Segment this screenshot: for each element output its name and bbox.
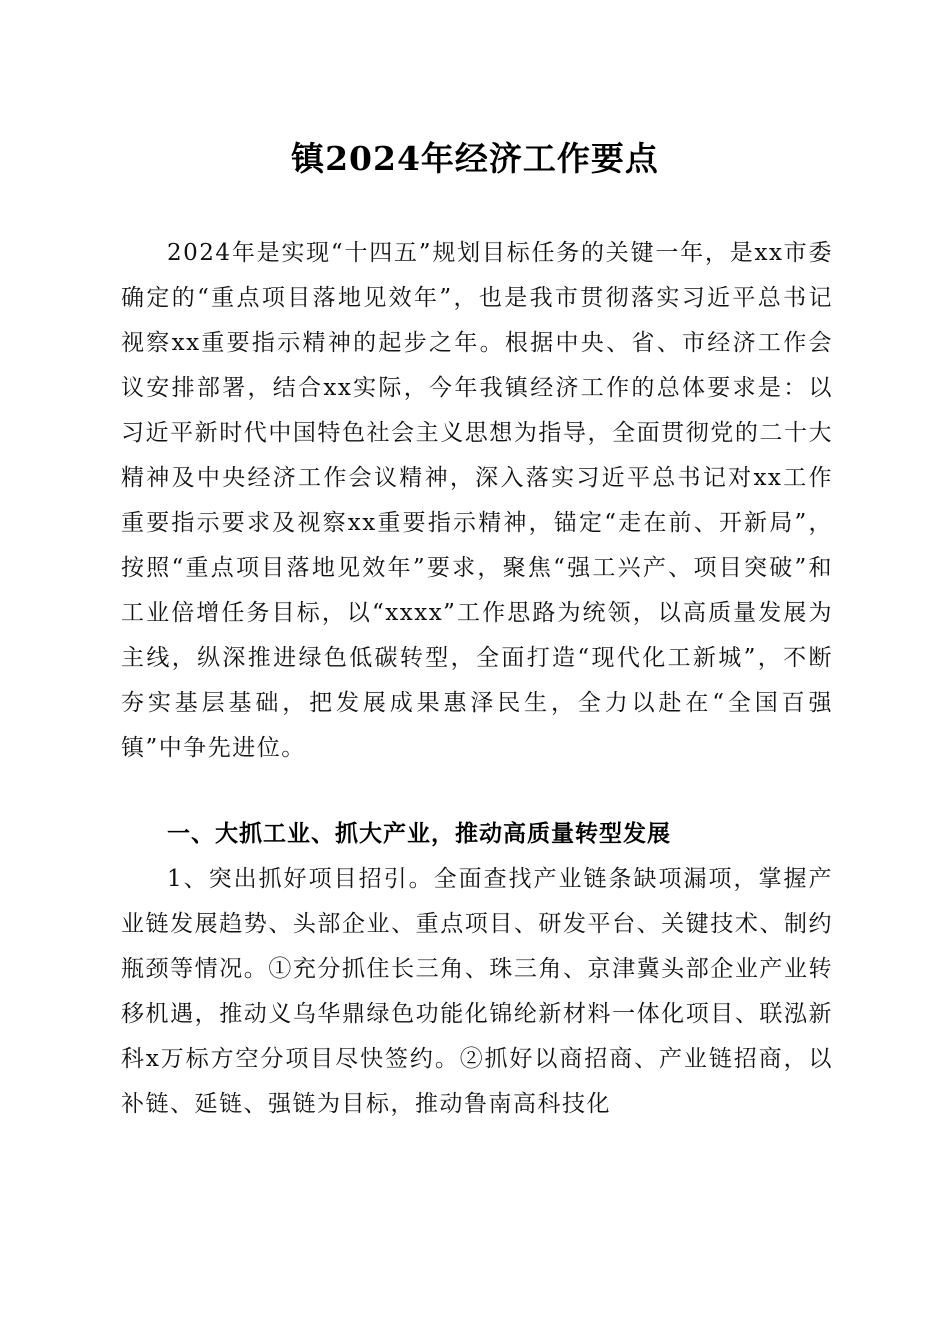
section-heading-1: 一、大抓工业、抓大产业，推动高质量转型发展 — [167, 821, 671, 847]
intro-paragraph: 2024年是实现“十四五”规划目标任务的关键一年，是xx市委确定的“重点项目落地见效年”，也是我市贯彻落实习近平总书记视察xx重要指示精神的起步之年。根据中央、省、市经济工作会议安排部署，结合xx实际，今年我镇经济工作的总体要求是：以习近平新时代中国特色社会主义思想为指导，全面贯彻党的二十大精神及中央经济工作会议精神，深入落实习近平总书记对xx工作重要指示要求及视察xx重要指示精神，锚定“走在前、开新局”，按照“重点项目落地见效年”要求，聚焦“强工兴产、项目突破”和工业倍增任务目标，以“xxxx”工作思路为统领，以高质量发展为主线，纵深推进绿色低碳转型，全面打造“现代化工新城”，不断夯实基层基础，把发展成果惠泽民生，全力以赴在“全国百强镇”中争先进位。 — [121, 240, 833, 761]
section1-item-1-paragraph: 1、突出抓好项目招引。全面查找产业链条缺项漏项，掌握产业链发展趋势、头部企业、重点项目、研发平台、关键技术、制约瓶颈等情况。①充分抓住长三角、珠三角、京津冀头部企业产业转移机遇，推动义乌华鼎绿色功能化锦纶新材料一体化项目、联泓新科x万标方空分项目尽快签约。②抓好以商招商、产业链招商，以补链、延链、强链为目标，推动鲁南高科技化 — [121, 866, 833, 1117]
document-title: 镇2024年经济工作要点 — [291, 139, 659, 178]
